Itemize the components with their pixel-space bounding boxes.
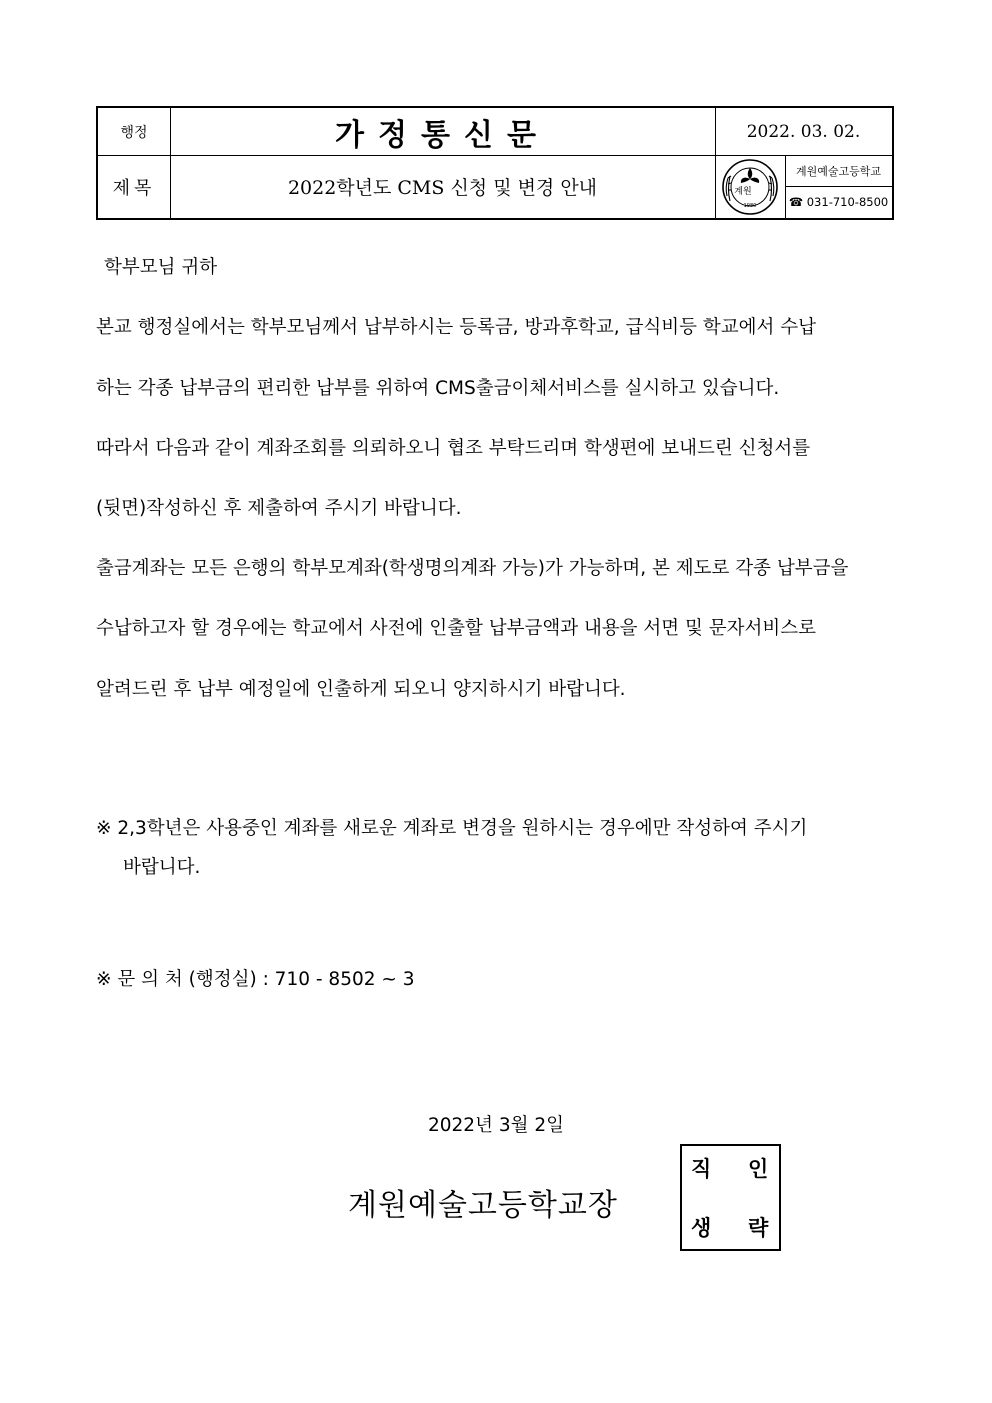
body-line: 출금계좌는 모든 은행의 학부모계좌(학생명의계좌 가능)가 가능하며, 본 제도로 각종 납부금을 — [96, 558, 849, 579]
note-line: ※ 2,3학년은 사용중인 계좌를 새로운 계좌로 변경을 원하시는 경우에만 작성하여 주시기 — [96, 818, 808, 839]
salutation: 학부모님 귀하 — [104, 257, 218, 278]
logo-text: 계원 — [734, 186, 752, 197]
school-emblem-icon — [721, 158, 779, 216]
header-table — [96, 106, 894, 220]
body-line: 알려드린 후 납부 예정일에 인출하게 되오니 양지하시기 바랍니다. — [96, 679, 626, 700]
school-logo — [715, 155, 785, 218]
principal-name: 계원예술고등학교장 — [348, 1188, 618, 1223]
body-line: 따라서 다음과 같이 계좌조회를 의뢰하오니 협조 부탁드리며 학생편에 보내드린 신청서를 — [96, 438, 811, 459]
sign-date: 2022년 3월 2일 — [428, 1115, 564, 1136]
subject-label: 제목 — [112, 177, 156, 199]
seal-char: 직 — [691, 1156, 712, 1181]
doc-type-label: 행정 — [120, 124, 148, 141]
document-date: 2022. 03. 02. — [746, 121, 861, 142]
seal-char: 략 — [748, 1215, 769, 1240]
subject-text: 2022학년도 CMS 신청 및 변경 안내 — [287, 177, 598, 199]
school-phone: ☎ 031-710-8500 — [788, 195, 889, 209]
seal-char: 인 — [748, 1156, 769, 1181]
body-line: 본교 행정실에서는 학부모님께서 납부하시는 등록금, 방과후학교, 급식비등 학교에서 수납 — [96, 317, 817, 338]
document-title: 가정통신문 — [335, 117, 550, 153]
seal-char: 생 — [691, 1215, 712, 1240]
body-line: (뒷면)작성하신 후 제출하여 주시기 바랍니다. — [96, 498, 462, 519]
logo-year: 1980 — [743, 202, 757, 209]
body-line: 수납하고자 할 경우에는 학교에서 사전에 인출할 납부금액과 내용을 서면 및 문자서비스로 — [96, 618, 817, 639]
seal-box — [680, 1144, 781, 1251]
contact-info: ※ 문 의 처 (행정실) : 710 - 8502 ~ 3 — [96, 969, 415, 990]
school-name: 계원예술고등학교 — [795, 164, 881, 178]
note-line: 바랍니다. — [123, 857, 201, 878]
body-line: 하는 각종 납부금의 편리한 납부를 위하여 CMS출금이체서비스를 실시하고 있습니다. — [96, 378, 780, 399]
